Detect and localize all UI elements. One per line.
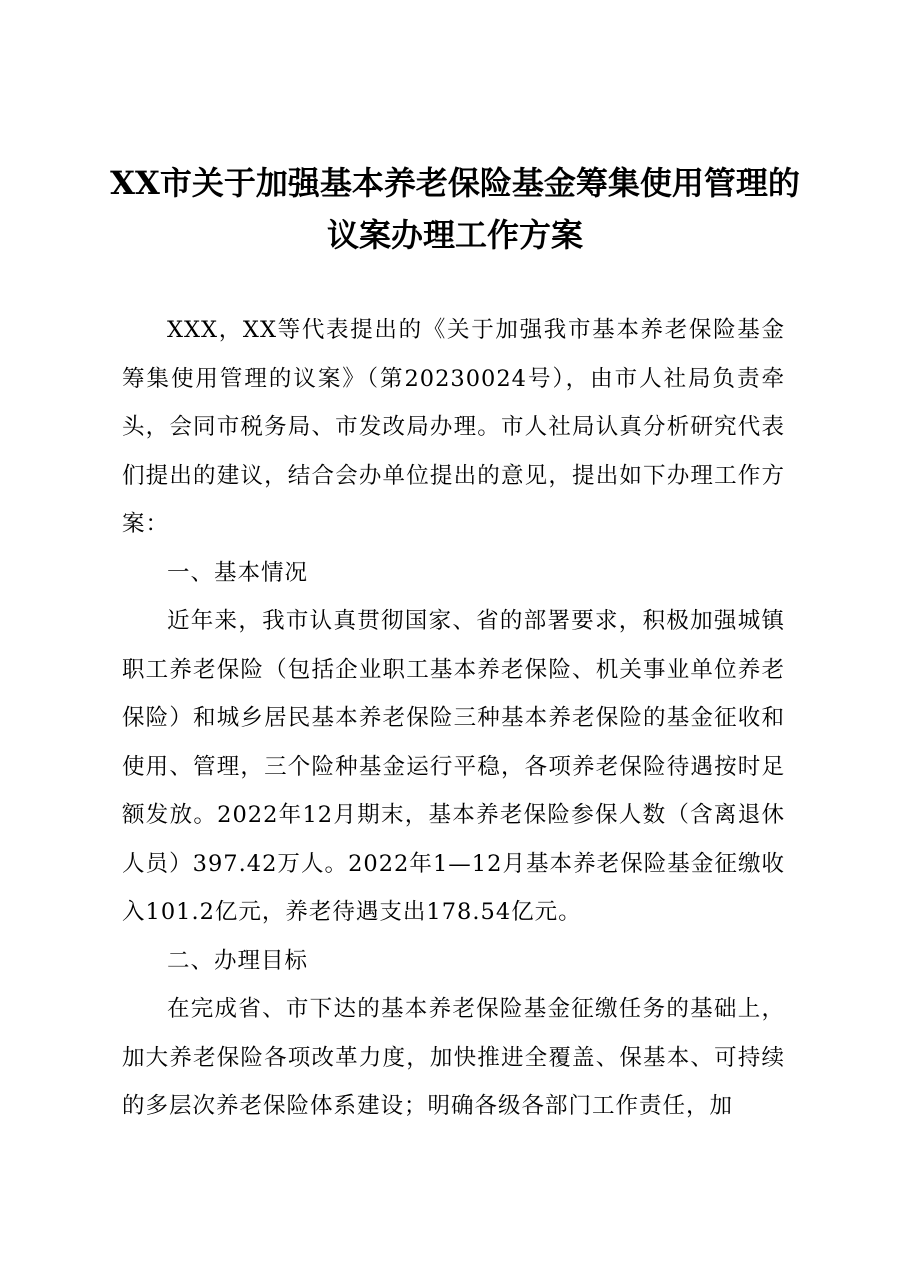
document-title: XX市关于加强基本养老保险基金筹集使用管理的议案办理工作方案 (110, 164, 800, 254)
section-heading-goals: 二、办理目标 (167, 947, 309, 974)
goals-paragraph: 在完成省、市下达的基本养老保险基金征缴任务的基础上，加大养老保险各项改革力度，加快推进全覆盖、保基本、可持续的多层次养老保险体系建设；明确各级各部门工作责任，加 (122, 996, 785, 1119)
section-heading-basic-situation: 一、基本情况 (167, 559, 309, 586)
intro-paragraph: XXX，XX等代表提出的《关于加强我市基本养老保险基金筹集使用管理的议案》（第20230024号），由市人社局负责牵头，会同市税务局、市发改局办理。市人社局认真分析研究代表们提出的建议，结合会办单位提出的意见，提出如下办理工作方案： (122, 317, 785, 537)
basic-situation-paragraph: 近年来，我市认真贯彻国家、省的部署要求，积极加强城镇职工养老保险（包括企业职工基本养老保险、机关事业单位养老保险）和城乡居民基本养老保险三种基本养老保险的基金征收和使用、管理，三个险种基金运行平稳，各项养老保险待遇按时足额发放。2022年12月期末，基本养老保险参保人数（含离退休人员）397.42万人。2022年1—12月基本养老保险基金征缴收入101.2亿元，养老待遇支出178.54亿元。 (122, 608, 785, 925)
document-body (122, 306, 785, 1131)
